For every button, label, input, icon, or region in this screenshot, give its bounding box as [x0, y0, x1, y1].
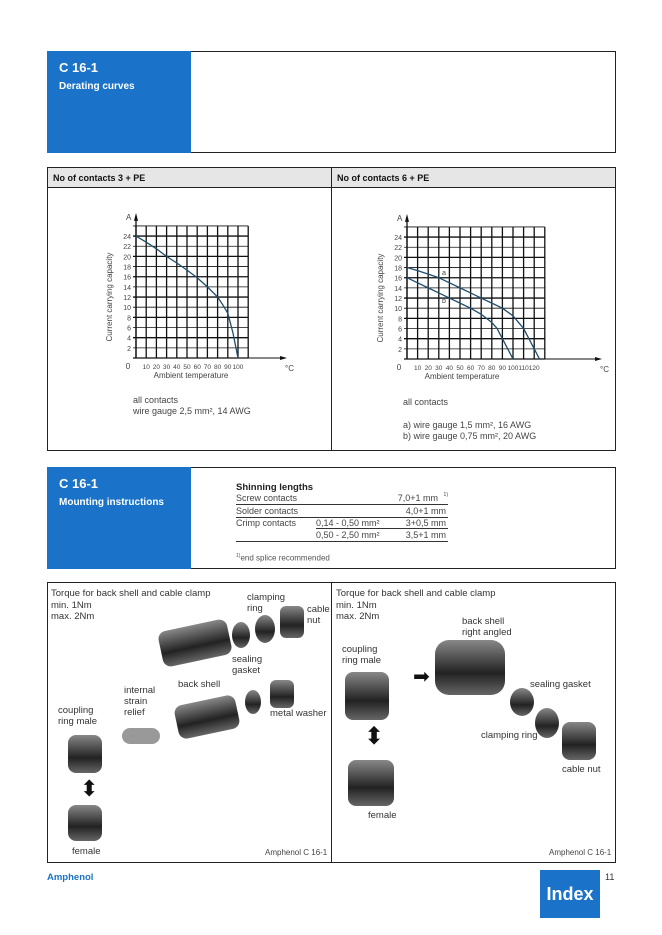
x-axis-arrow-icon — [595, 357, 602, 361]
y-unit-label: A — [126, 212, 132, 222]
arrow-updown-icon: ⬍ — [80, 776, 99, 801]
left-note-2: wire gauge 2,5 mm², 14 AWG — [133, 406, 251, 416]
label-back-shell: back shell — [178, 679, 221, 690]
torque-max: max. 2Nm — [51, 611, 95, 622]
y-axis-title: Current carrying capacity — [376, 253, 385, 343]
y-tick-label: 10 — [123, 305, 131, 313]
shinning-row — [236, 518, 448, 529]
right-note-3: b) wire gauge 0,75 mm², 20 AWG — [403, 431, 537, 441]
y-tick-label: 8 — [127, 315, 131, 323]
column-divider — [331, 167, 332, 451]
y-tick-label: 8 — [398, 316, 402, 324]
strain-relief-image — [122, 728, 160, 744]
x-tick-label: 90 — [224, 364, 232, 371]
arrow-updown-icon: ⬍ — [364, 723, 385, 750]
cable-nut-image — [280, 606, 304, 638]
x-tick-label: 40 — [445, 365, 454, 372]
section-code: C 16-1 — [59, 60, 99, 75]
y-tick-label: 22 — [394, 245, 402, 253]
x-tick-label: 100 — [507, 365, 519, 372]
row-label: Screw contacts — [236, 493, 298, 503]
x-tick-label: 80 — [488, 365, 496, 372]
x-tick-label: 10 — [413, 365, 422, 372]
female-connector-image — [348, 760, 394, 806]
y-tick-label: 14 — [394, 285, 402, 293]
derating-chart-3pe — [90, 205, 330, 385]
x-tick-label: 20 — [152, 364, 161, 371]
footnote — [236, 553, 330, 563]
series-label: b — [441, 298, 446, 306]
caption: Amphenol C 16-1 — [265, 848, 328, 857]
y-tick-label: 4 — [127, 335, 131, 343]
label-female: female — [368, 810, 397, 821]
left-note-1: all contacts — [133, 395, 179, 405]
row-range: 0,50 - 2,50 mm² — [316, 530, 380, 540]
x-tick-label: 100 — [232, 364, 244, 371]
x-axis-arrow-icon — [280, 356, 287, 360]
label-cable-nut: cable nut — [562, 764, 601, 775]
label-internal-strain-relief: internal strain relief — [124, 685, 156, 718]
y-tick-label: 22 — [123, 244, 131, 252]
label-metal-washer: metal washer — [270, 708, 327, 719]
x-tick-label: 60 — [193, 364, 201, 371]
row-label: Solder contacts — [236, 506, 299, 516]
sealing-gasket-image — [232, 622, 250, 648]
x-unit-label: °C — [600, 365, 609, 374]
row-label: Crimp contacts — [236, 518, 297, 528]
y-tick-label: 18 — [394, 265, 402, 273]
y-tick-label: 10 — [394, 306, 402, 314]
shinning-row — [236, 493, 448, 505]
series-line-a — [407, 268, 540, 359]
y-tick-label: 24 — [123, 234, 131, 242]
row-value: 3,5+1 mm — [405, 530, 446, 540]
y-tick-label: 18 — [123, 264, 131, 272]
x-tick-label: 20 — [424, 365, 432, 372]
washer-image — [245, 690, 261, 714]
row-value: 4,0+1 mm — [405, 506, 446, 516]
torque-label: Torque for back shell and cable clamp — [51, 588, 211, 599]
label-coupling-ring: coupling ring male — [58, 705, 98, 727]
x-tick-label: 70 — [477, 365, 485, 372]
series-label: a — [441, 270, 446, 278]
caption: Amphenol C 16-1 — [549, 848, 612, 857]
shinning-title: Shinning lengths — [236, 482, 314, 493]
section-title: Derating curves — [59, 81, 135, 92]
coupling-ring-image — [68, 735, 102, 773]
x-tick-label: 40 — [173, 364, 181, 371]
x-tick-label: 50 — [183, 364, 191, 371]
sealing-gasket-image — [510, 688, 534, 716]
x-tick-label: 30 — [435, 365, 443, 372]
y-tick-label: 24 — [394, 235, 402, 243]
x-tick-label: 60 — [466, 365, 475, 372]
label-clamping-ring: clamping ring — [247, 592, 286, 614]
y-tick-label: 6 — [398, 326, 402, 334]
y-tick-label: 20 — [394, 255, 402, 263]
row-range: 0,14 - 0,50 mm² — [316, 518, 448, 529]
derating-chart-6pe — [375, 205, 615, 385]
y-axis-arrow-icon — [134, 213, 138, 221]
shinning-row — [236, 506, 448, 518]
y-unit-label: A — [397, 213, 403, 223]
x-tick-label: 50 — [456, 365, 464, 372]
x-tick-label: 0 — [125, 362, 131, 371]
y-tick-label: 4 — [398, 336, 402, 344]
x-tick-label: 30 — [162, 364, 171, 371]
label-coupling-ring: coupling ring male — [342, 644, 382, 666]
torque-max: max. 2Nm — [336, 611, 380, 622]
arrow-right-icon: ➡ — [413, 666, 430, 688]
row-note: 1) — [443, 492, 448, 498]
derating-title-block — [47, 51, 191, 153]
footnote-mark: 1) — [236, 553, 241, 559]
x-axis-title: Ambient temperature — [424, 372, 500, 381]
label-female: female — [72, 846, 101, 857]
illustration-divider — [331, 582, 332, 863]
label-sealing-gasket: sealing gasket — [530, 679, 591, 690]
x-tick-label: 120 — [528, 365, 540, 372]
y-tick-label: 16 — [123, 274, 131, 282]
index-button[interactable]: Index — [540, 870, 600, 918]
x-unit-label: °C — [285, 364, 294, 373]
y-axis-title: Current carrying capacity — [105, 252, 114, 342]
y-tick-label: 2 — [127, 345, 131, 353]
back-shell-right-angled-image — [435, 640, 505, 695]
brand-name: Amphenol — [47, 872, 94, 883]
y-tick-label: 12 — [394, 296, 402, 304]
shinning-row — [236, 530, 448, 542]
label-clamping-ring: clamping ring — [481, 730, 538, 741]
x-tick-label: 10 — [142, 364, 150, 371]
section-title: Mounting instructions — [59, 497, 164, 508]
clamping-ring-image — [255, 615, 275, 643]
label-cable-nut: cable nut — [307, 604, 330, 626]
x-tick-label: 110 — [518, 365, 529, 372]
cable-nut-image — [270, 680, 294, 708]
x-tick-label: 0 — [396, 363, 402, 372]
coupling-ring-image — [345, 672, 389, 720]
x-tick-label: 80 — [213, 364, 222, 371]
label-sealing-gasket: sealing gasket — [232, 654, 263, 676]
y-axis-arrow-icon — [405, 214, 409, 222]
torque-min: min. 1Nm — [51, 600, 92, 611]
torque-label: Torque for back shell and cable clamp — [336, 588, 496, 599]
y-tick-label: 12 — [123, 295, 131, 303]
row-value: 7,0+1 mm — [397, 493, 438, 503]
footnote-text: end splice recommended — [240, 553, 330, 563]
right-note-1: all contacts — [403, 397, 449, 407]
clamping-ring-image — [535, 708, 559, 738]
page-number: 11 — [605, 872, 615, 882]
right-note-2: a) wire gauge 1,5 mm², 16 AWG — [403, 420, 532, 430]
label-back-shell-right-angled: back shell right angled — [462, 616, 512, 638]
y-tick-label: 14 — [123, 284, 131, 292]
left-column-header: No of contacts 3 + PE — [48, 168, 331, 188]
mounting-title-block — [47, 467, 191, 569]
cable-nut-image — [562, 722, 596, 760]
x-axis-title: Ambient temperature — [153, 371, 229, 380]
section-code: C 16-1 — [59, 476, 99, 491]
torque-min: min. 1Nm — [336, 600, 377, 611]
y-tick-label: 6 — [127, 325, 131, 333]
y-tick-label: 20 — [123, 254, 131, 262]
female-connector-image — [68, 805, 102, 841]
row-value: 3+0,5 mm — [405, 518, 446, 528]
x-tick-label: 90 — [498, 365, 507, 372]
right-column-header: No of contacts 6 + PE — [332, 168, 615, 188]
y-tick-label: 16 — [394, 275, 402, 283]
x-tick-label: 70 — [203, 364, 212, 371]
y-tick-label: 2 — [398, 346, 402, 354]
